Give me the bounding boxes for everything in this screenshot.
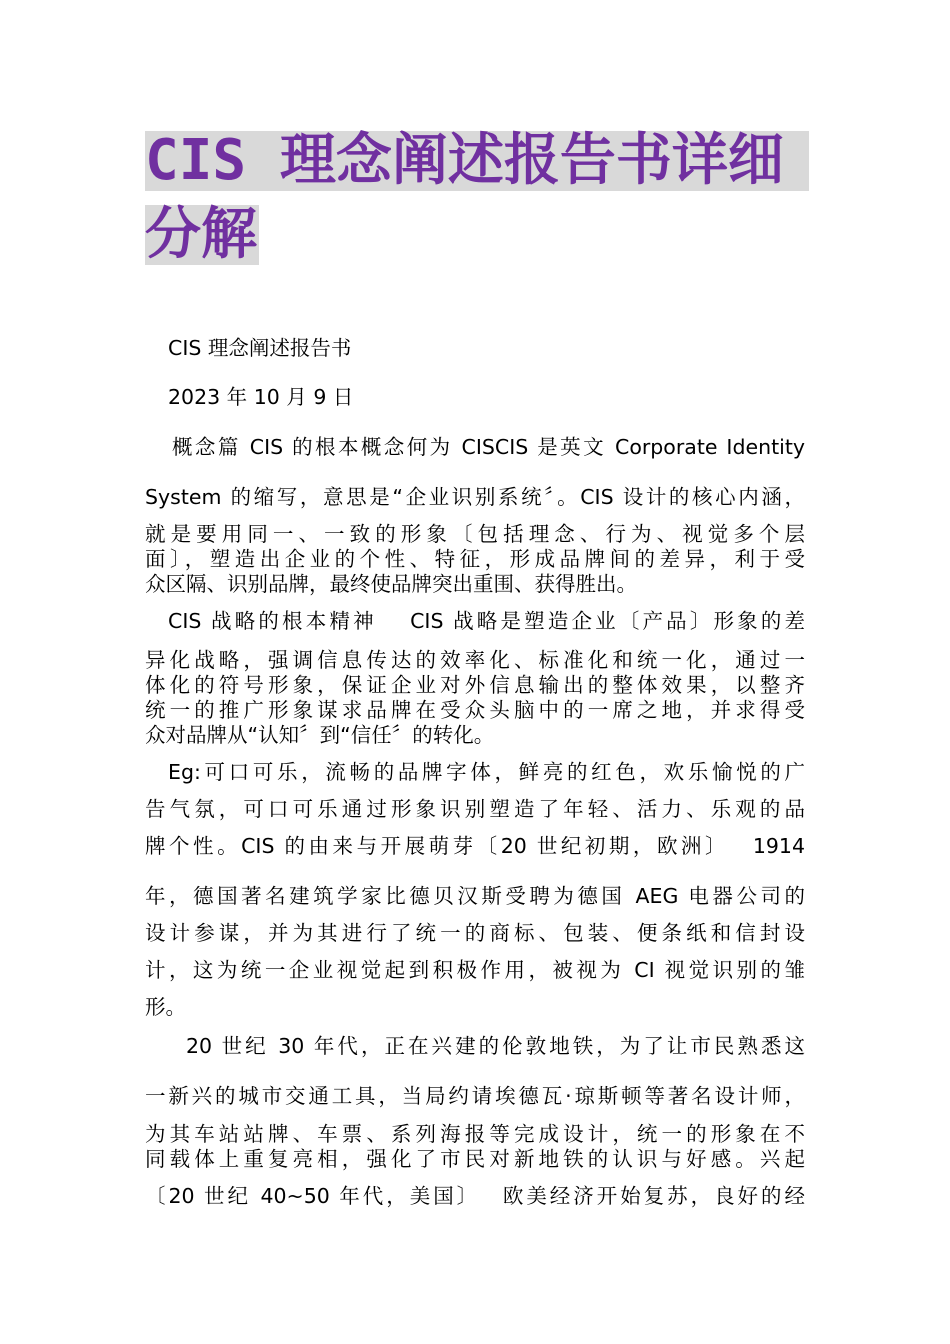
paragraph-line: 〔20 世纪 40~50 年代，美国〕 欧美经济开始复苏，良好的经	[145, 1184, 805, 1208]
paragraph-line: 告气氛，可口可乐通过形象识别塑造了年轻、活力、乐观的品	[145, 797, 805, 821]
paragraph-line: 一新兴的城市交通工具，当局约请埃德瓦·琼斯顿等著名设计师，	[145, 1084, 805, 1108]
paragraph-line: 就是要用同一、一致的形象〔包括理念、行为、视觉多个层	[145, 522, 805, 546]
paragraph-line: Eg:可口可乐，流畅的品牌字体，鲜亮的红色，欢乐愉悦的广	[168, 760, 805, 784]
paragraph-line: CIS 战略的根本精神 CIS 战略是塑造企业〔产品〕形象的差	[168, 609, 805, 633]
paragraph-line: 设计参谋，并为其进行了统一的商标、包装、便条纸和信封设	[145, 921, 805, 945]
report-date: 2023 年 10 月 9 日	[168, 385, 354, 409]
paragraph-line: 统一的推广形象谋求品牌在受众头脑中的一席之地，并求得受	[145, 698, 805, 722]
paragraph-line: 众区隔、识别品牌，最终使品牌突出重围、获得胜出。	[145, 572, 637, 596]
paragraph-line: 为其车站站牌、车票、系列海报等完成设计，统一的形象在不	[145, 1122, 805, 1146]
paragraph-line: 年，德国著名建筑学家比德贝汉斯受聘为德国 AEG 电器公司的	[145, 884, 805, 908]
paragraph-line: 异化战略，强调信息传达的效率化、标准化和统一化，通过一	[145, 648, 805, 672]
report-heading: CIS 理念阐述报告书	[168, 336, 352, 360]
paragraph-line: 同载体上重复亮相，强化了市民对新地铁的认识与好感。兴起	[145, 1147, 805, 1171]
paragraph-line: 牌个性。CIS 的由来与开展萌芽〔20 世纪初期，欧洲〕 1914	[145, 834, 805, 858]
paragraph-line: 体化的符号形象，保证企业对外信息输出的整体效果，以整齐	[145, 673, 805, 697]
paragraph-line: 计，这为统一企业视觉起到积极作用，被视为 CI 视觉识别的雏	[145, 958, 805, 982]
paragraph-line: 面〕，塑造出企业的个性、特征，形成品牌间的差异，利于受	[145, 547, 805, 571]
document-title-line-1: CIS 理念阐述报告书详细	[145, 131, 809, 191]
paragraph-line: 形。	[145, 995, 186, 1019]
paragraph-line: System 的缩写，意思是“企业识别系统〞。CIS 设计的核心内涵，	[145, 485, 805, 509]
document-title-line-2: 分解	[145, 202, 257, 267]
paragraph-line: 20 世纪 30 年代，正在兴建的伦敦地铁，为了让市民熟悉这	[186, 1034, 805, 1058]
paragraph-line: 概念篇 CIS 的根本概念何为 CISCIS 是英文 Corporate Identity	[172, 435, 805, 459]
paragraph-line: 众对品牌从“认知〞到“信任〞的转化。	[145, 723, 495, 747]
